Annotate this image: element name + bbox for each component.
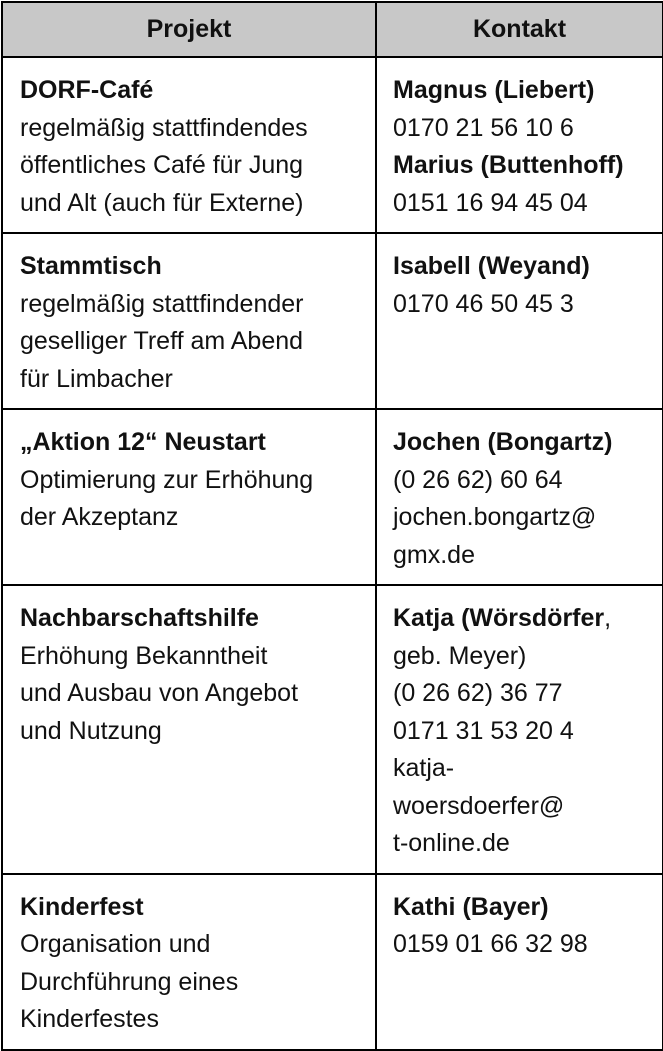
punctuation: ,	[604, 604, 612, 632]
table-row	[2, 409, 663, 585]
project-title: „Aktion 12“ Neustart	[20, 428, 266, 456]
contact-detail: (0 26 62) 36 77	[393, 679, 563, 707]
contact-title: Isabell (Weyand)	[393, 252, 590, 280]
header-contact: Kontakt	[376, 2, 663, 57]
project-contact-table	[1, 1, 663, 1051]
contact-detail: 0170 21 56 10 6	[393, 113, 574, 142]
project-detail: und Nutzung	[20, 716, 162, 745]
contact-detail: gmx.de	[393, 540, 475, 569]
project-detail: geselliger Treff am Abend	[20, 327, 304, 355]
project-cell	[2, 874, 376, 1050]
contact-detail: jochen.bongartz@	[393, 503, 597, 531]
contact-detail: katja-	[393, 754, 455, 782]
project-detail: und Alt (auch für Externe)	[20, 188, 304, 217]
contact-detail: 0171 31 53 20 4	[393, 716, 574, 745]
contact-title: Katja (Wörsdörfer,	[393, 604, 612, 632]
project-detail: Kinderfestes	[20, 1005, 159, 1033]
contact-cell	[376, 874, 663, 1050]
project-detail: Durchführung eines	[20, 967, 239, 996]
project-detail: und Ausbau von Angebot	[20, 679, 299, 707]
contact-cell	[376, 57, 663, 233]
project-detail: der Akzeptanz	[20, 503, 179, 531]
table-row	[2, 57, 663, 233]
table-body	[2, 57, 663, 1050]
contact-detail: 0151 16 94 45 04	[393, 188, 588, 217]
project-title: Nachbarschaftshilfe	[20, 604, 259, 632]
contact-cell	[376, 233, 663, 409]
header-project: Projekt	[2, 2, 376, 57]
project-cell	[2, 409, 376, 585]
contact-detail: woersdoerfer@	[393, 791, 565, 820]
contact-detail: 0159 01 66 32 98	[393, 930, 588, 958]
project-title: DORF-Café	[20, 76, 154, 104]
project-title: Stammtisch	[20, 252, 162, 280]
table-row	[2, 233, 663, 409]
project-detail: Organisation und	[20, 930, 211, 958]
project-cell	[2, 585, 376, 874]
contact-title: Marius (Buttenhoff)	[393, 151, 624, 179]
contact-cell	[376, 585, 663, 874]
contact-title: Jochen (Bongartz)	[393, 428, 613, 456]
table-row	[2, 585, 663, 874]
project-cell	[2, 233, 376, 409]
table-row	[2, 874, 663, 1050]
project-detail: Optimierung zur Erhöhung	[20, 465, 314, 494]
project-detail: regelmäßig stattfindender	[20, 289, 304, 318]
contact-detail: t-online.de	[393, 829, 510, 857]
contact-detail: (0 26 62) 60 64	[393, 465, 563, 494]
contact-detail: 0170 46 50 45 3	[393, 289, 574, 318]
contact-detail: geb. Meyer)	[393, 641, 527, 670]
contact-title: Magnus (Liebert)	[393, 76, 595, 104]
project-detail: für Limbacher	[20, 364, 173, 393]
project-detail: Erhöhung Bekanntheit	[20, 641, 268, 670]
contact-title: Kathi (Bayer)	[393, 892, 549, 921]
project-detail: regelmäßig stattfindendes	[20, 113, 308, 142]
contact-cell	[376, 409, 663, 585]
project-title: Kinderfest	[20, 892, 144, 921]
project-detail: öffentliches Café für Jung	[20, 151, 304, 179]
project-cell	[2, 57, 376, 233]
header-row	[2, 2, 663, 57]
